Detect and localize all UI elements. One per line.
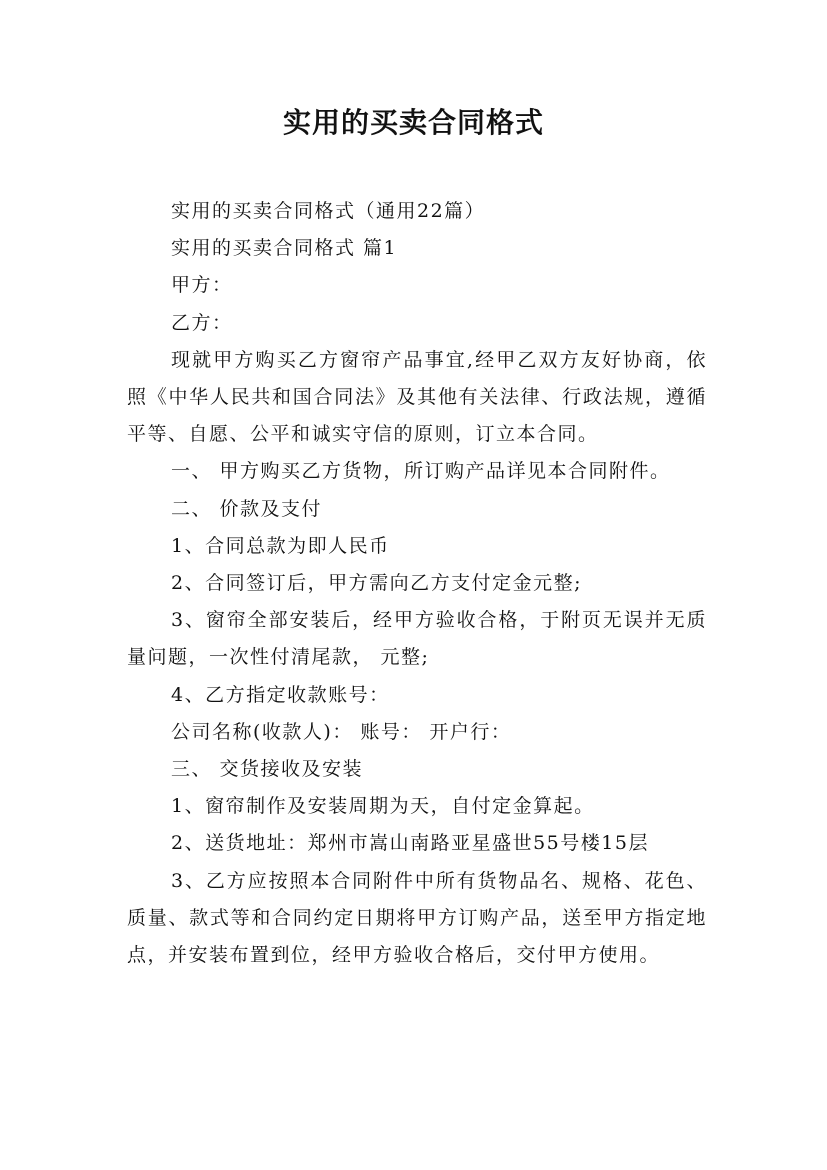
subtitle-paragraph: 实用的买卖合同格式（通用22篇） <box>171 200 486 222</box>
clause-3-item-3: 3、乙方应按照本合同附件中所有货物品名、规格、花色、质量、款式等和合同约定日期将甲方订购产品，送至甲方指定地点，并安装布置到位，经甲方验收合格后，交付甲方使用。 <box>127 869 707 967</box>
preamble-paragraph: 现就甲方购买乙方窗帘产品事宜,经甲乙双方友好协商，依照《中华人民共和国合同法》及其他有关法律、行政法规，遵循平等、自愿、公平和诚实守信的原则，订立本合同。 <box>127 348 707 446</box>
clause-2-item-1: 1、合同总款为即人民币 <box>171 534 390 557</box>
section-heading: 实用的买卖合同格式 篇1 <box>171 237 398 260</box>
document-body <box>127 193 707 974</box>
document-title: 实用的买卖合同格式 <box>282 106 544 139</box>
party-a-line: 甲方： <box>171 274 233 297</box>
clause-3-item-2: 2、送货地址：郑州市嵩山南路亚星盛世55号楼15层 <box>171 832 649 855</box>
clause-3-heading: 三、 交货接收及安装 <box>171 758 364 781</box>
payee-account-line: 公司名称(收款人)： 账号： 开户行： <box>171 720 512 743</box>
clause-3-item-1: 1、窗帘制作及安装周期为天，自付定金算起。 <box>171 795 595 818</box>
clause-2-item-3: 3、窗帘全部安装后，经甲方验收合格，于附页无误并无质量问题，一次性付清尾款， 元整; <box>127 609 707 669</box>
party-b-line: 乙方： <box>171 311 233 334</box>
clause-1-heading: 一、 甲方购买乙方货物，所订购产品详见本合同附件。 <box>171 460 671 483</box>
clause-2-item-2: 2、合同签订后，甲方需向乙方支付定金元整; <box>171 572 582 595</box>
clause-2-item-4: 4、乙方指定收款账号： <box>171 683 390 706</box>
clause-2-heading: 二、 价款及支付 <box>171 497 323 520</box>
